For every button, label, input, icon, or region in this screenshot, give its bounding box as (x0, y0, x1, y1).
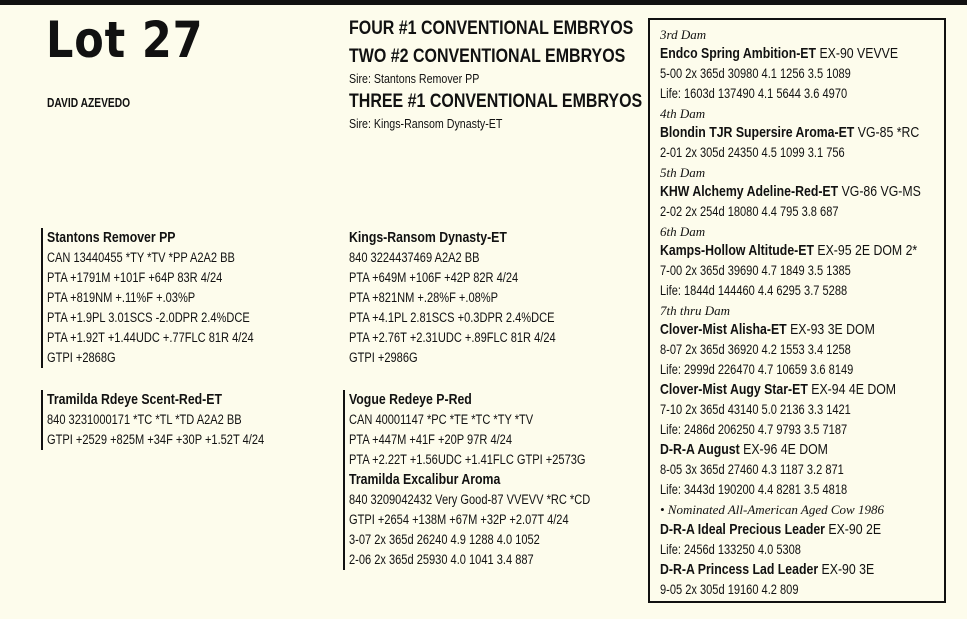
offering-heading-3: THREE #1 CONVENTIONAL EMBRYOS (349, 90, 643, 112)
offering-heading-1: FOUR #1 CONVENTIONAL EMBRYOS (349, 17, 634, 39)
offering-sire-2: Sire: Kings-Ransom Dynasty-ET (349, 116, 503, 131)
sire-b-granddam-line: 2-06 2x 365d 25930 4.0 1041 3.4 887 (349, 552, 534, 567)
sire-a-dam-block (41, 390, 312, 450)
dam-name: Clover-Mist Augy Star-ET (660, 381, 808, 398)
sire-a-line: PTA +1.92T +1.44UDC +.77FLC 81R 4/24 (47, 330, 254, 345)
award-note: • Nominated All-American Aged Cow 1986 (660, 502, 884, 517)
dam-record: 7-00 2x 365d 39690 4.7 1849 3.5 1385 (660, 263, 851, 278)
dam-classification: EX-90 2E (828, 521, 882, 538)
dam-record: Life: 3443d 190200 4.4 8281 3.5 4818 (660, 482, 848, 497)
sire-b-line: PTA +2.76T +2.31UDC +.89FLC 81R 4/24 (349, 330, 556, 345)
sire-b-dam-block (343, 390, 643, 570)
dam-entry (660, 380, 921, 400)
sire-a-line: CAN 13440455 *TY *TV *PP A2A2 BB (47, 250, 235, 265)
dam-entry (660, 182, 921, 202)
generation-label: 7th thru Dam (660, 303, 731, 318)
sire-b-granddam-line: GTPI +2654 +138M +67M +32P +2.07T 4/24 (349, 512, 569, 527)
sire-a-dam-line: 840 3231000171 *TC *TL *TD A2A2 BB (47, 412, 242, 427)
dam-record: 8-05 3x 365d 27460 4.3 1187 3.2 871 (660, 462, 844, 477)
sire-a-line: GTPI +2868G (47, 350, 116, 365)
sire-b-granddam-name: Tramilda Excalibur Aroma (349, 471, 501, 488)
dam-entry (660, 320, 921, 340)
sire-b-dam-line: PTA +2.22T +1.56UDC +1.41FLC GTPI +2573G (349, 452, 586, 467)
dam-entry (660, 123, 921, 143)
top-rule (0, 0, 967, 5)
sire-b-line: 840 3224437469 A2A2 BB (349, 250, 480, 265)
dam-record: 2-02 2x 254d 18080 4.4 795 3.8 687 (660, 204, 839, 219)
sire-a-line: PTA +1.9PL 3.01SCS -2.0DPR 2.4%DCE (47, 310, 250, 325)
dam-classification: EX-90 VEVVE (819, 45, 899, 62)
dam-name: Kamps-Hollow Altitude-ET (660, 242, 814, 259)
offering-heading-2: TWO #2 CONVENTIONAL EMBRYOS (349, 45, 626, 67)
sire-a-name: Stantons Remover PP (47, 229, 176, 246)
dam-name: Blondin TJR Supersire Aroma-ET (660, 124, 855, 141)
dam-record: Life: 1844d 144460 4.4 6295 3.7 5288 (660, 283, 848, 298)
dam-classification: EX-95 2E DOM 2* (817, 242, 918, 259)
dam-record: 7-10 2x 365d 43140 5.0 2136 3.3 1421 (660, 402, 851, 417)
sire-b-dam-line: PTA +447M +41F +20P 97R 4/24 (349, 432, 512, 447)
sire-b-line: PTA +821NM +.28%F +.08%P (349, 290, 499, 305)
generation-label: 4th Dam (660, 106, 706, 121)
generation-label: 6th Dam (660, 224, 706, 239)
dam-classification: EX-90 3E (821, 561, 875, 578)
dam-record: Life: 2486d 206250 4.7 9793 3.5 7187 (660, 422, 848, 437)
sire-a-block (41, 228, 299, 368)
dam-line-list (660, 25, 967, 600)
dam-name: Endco Spring Ambition-ET (660, 45, 817, 62)
dam-entry (660, 560, 921, 580)
dam-record: Life: 1603d 137490 4.1 5644 3.6 4970 (660, 86, 848, 101)
dam-classification: EX-93 3E DOM (790, 321, 875, 338)
dam-entry (660, 241, 921, 261)
sire-a-dam-name: Tramilda Rdeye Scent-Red-ET (47, 391, 222, 408)
dam-entry (660, 440, 921, 460)
dam-classification: EX-94 4E DOM (811, 381, 897, 398)
sire-b-granddam-line: 3-07 2x 365d 26240 4.9 1288 4.0 1052 (349, 532, 540, 547)
dam-record: 9-05 2x 305d 19160 4.2 809 (660, 582, 799, 597)
dam-name: D-R-A Princess Lad Leader (660, 561, 819, 578)
dam-line-box (648, 18, 946, 603)
dam-record: 5-00 2x 365d 30980 4.1 1256 3.5 1089 (660, 66, 851, 81)
offering-sire-1: Sire: Stantons Remover PP (349, 71, 480, 86)
dam-classification: VG-86 VG-MS (841, 183, 921, 200)
dam-classification: VG-85 *RC (857, 124, 920, 141)
dam-record: 8-07 2x 365d 36920 4.2 1553 3.4 1258 (660, 342, 851, 357)
sire-b-line: GTPI +2986G (349, 350, 418, 365)
dam-record: 2-01 2x 305d 24350 4.5 1099 3.1 756 (660, 145, 845, 160)
sire-b-block (343, 228, 601, 368)
consignor-name: DAVID AZEVEDO (47, 96, 131, 110)
sire-b-dam-name: Vogue Redeye P-Red (349, 391, 472, 408)
sire-a-dam-line: GTPI +2529 +825M +34F +30P +1.52T 4/24 (47, 432, 265, 447)
dam-entry (660, 520, 921, 540)
sire-a-line: PTA +819NM +.11%F +.03%P (47, 290, 196, 305)
sire-b-granddam-line: 840 3209042432 Very Good-87 VVEVV *RC *CD (349, 492, 591, 507)
dam-record: Life: 2456d 133250 4.0 5308 (660, 542, 801, 557)
generation-label: 3rd Dam (660, 27, 707, 42)
dam-name: KHW Alchemy Adeline-Red-ET (660, 183, 839, 200)
sire-a-line: PTA +1791M +101F +64P 83R 4/24 (47, 270, 223, 285)
dam-entry (660, 44, 921, 64)
sire-b-name: Kings-Ransom Dynasty-ET (349, 229, 507, 246)
dam-name: D-R-A Ideal Precious Leader (660, 521, 825, 538)
dam-classification: EX-96 4E DOM (743, 441, 828, 458)
sire-b-dam-line: CAN 40001147 *PC *TE *TC *TY *TV (349, 412, 534, 427)
dam-name: Clover-Mist Alisha-ET (660, 321, 787, 338)
generation-label: 5th Dam (660, 165, 706, 180)
sire-b-line: PTA +4.1PL 2.81SCS +0.3DPR 2.4%DCE (349, 310, 555, 325)
dam-record: Life: 2999d 226470 4.7 10659 3.6 8149 (660, 362, 854, 377)
dam-name: D-R-A August (660, 441, 740, 458)
lot-title: Lot 27 (46, 11, 204, 69)
sire-b-line: PTA +649M +106F +42P 82R 4/24 (349, 270, 519, 285)
